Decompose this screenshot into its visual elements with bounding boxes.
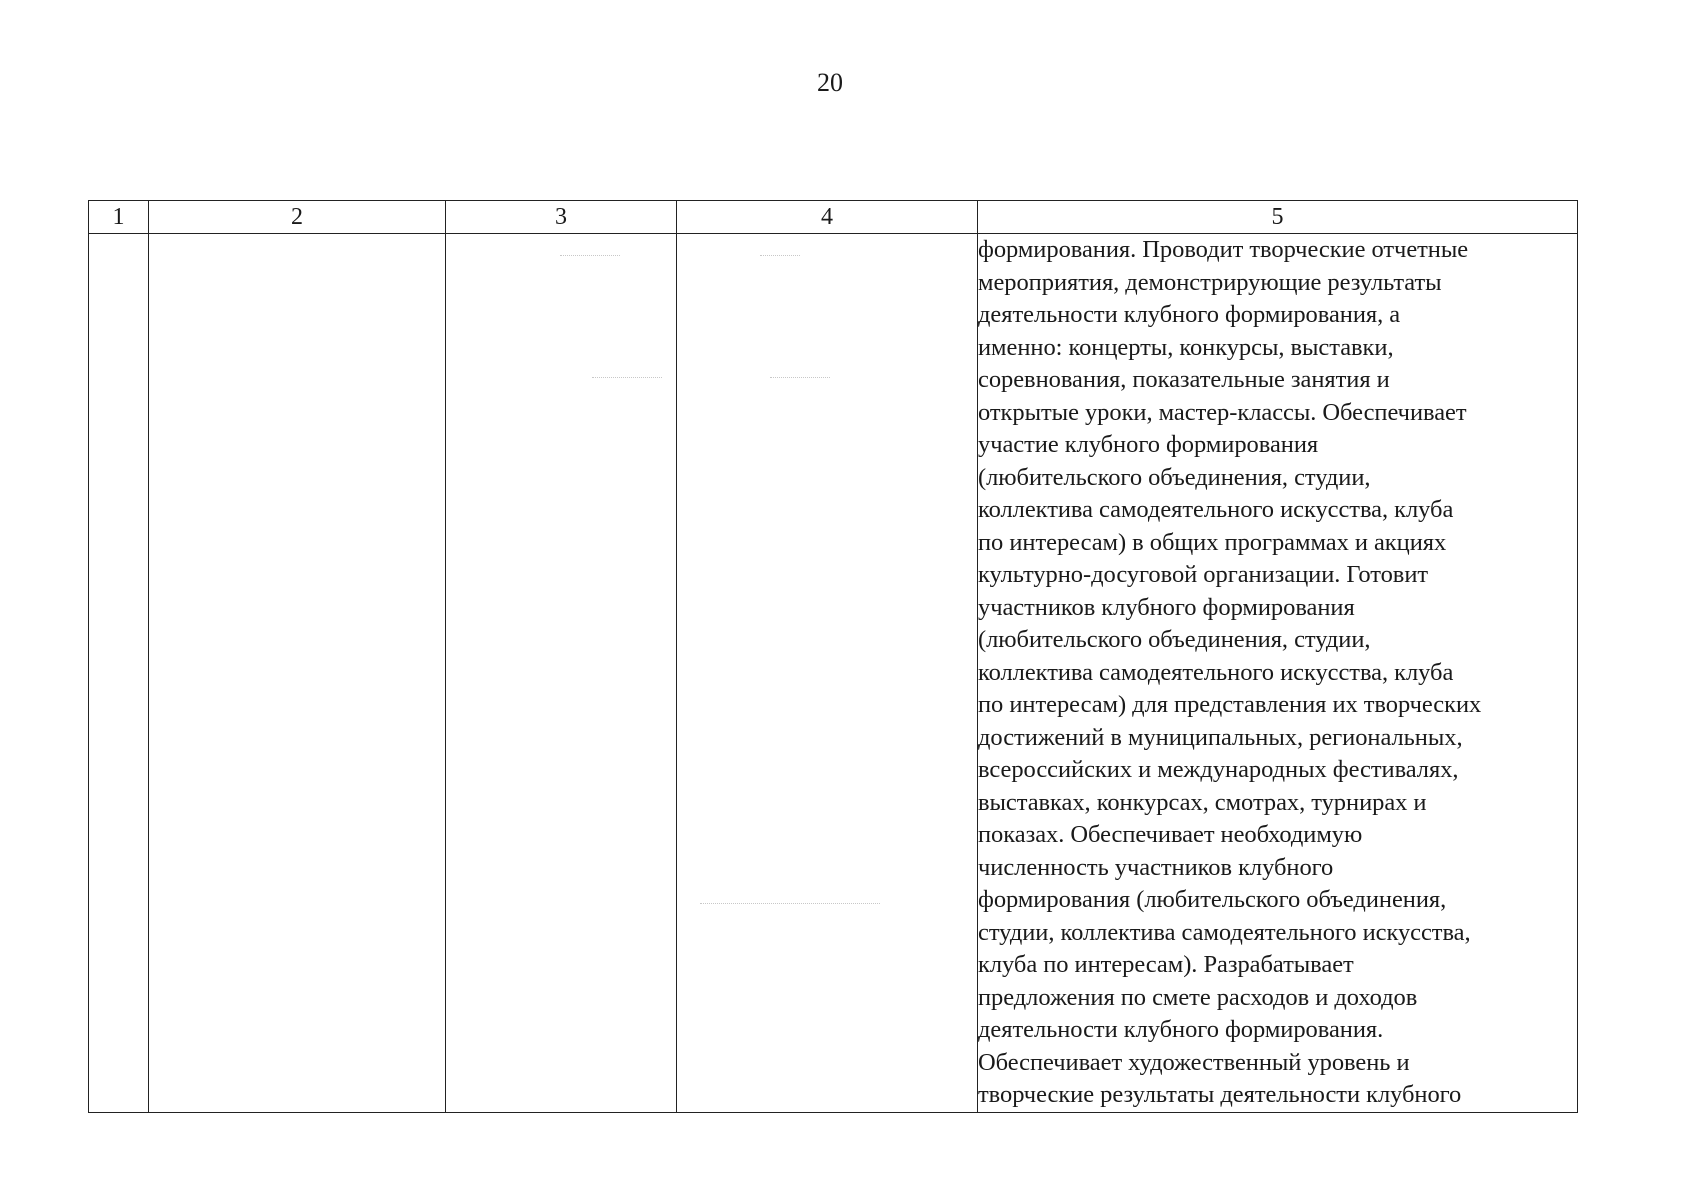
text-line: деятельности клубного формирования, а bbox=[978, 301, 1401, 328]
table-header-row bbox=[89, 201, 1578, 234]
cell-column-1 bbox=[89, 234, 149, 1113]
cell-text-block bbox=[978, 234, 1577, 1112]
cell-column-5 bbox=[978, 234, 1578, 1113]
text-line: выставках, конкурсах, смотрах, турнирах и bbox=[978, 788, 1427, 816]
text-line: участников клубного формирования bbox=[978, 593, 1355, 621]
text-line: коллектива самодеятельного искусства, клуба bbox=[978, 496, 1454, 523]
text-line: предложения по смете расходов и доходов bbox=[978, 983, 1418, 1011]
cell-column-2 bbox=[149, 234, 446, 1113]
column-header-1: 1 bbox=[89, 201, 149, 234]
cell-column-3 bbox=[446, 234, 677, 1113]
text-line: открытые уроки, мастер-классы. Обеспечивает bbox=[978, 398, 1467, 426]
document-table bbox=[88, 200, 1578, 1113]
text-line: именно: концерты, конкурсы, выставки, bbox=[978, 333, 1394, 361]
text-line: формирования (любительского объединения, bbox=[978, 886, 1447, 913]
text-line: соревнования, показательные занятия и bbox=[978, 366, 1390, 393]
table-row bbox=[89, 234, 1578, 1113]
column-header-3: 3 bbox=[446, 201, 677, 234]
text-line: творческие результаты деятельности клубного bbox=[978, 1081, 1462, 1108]
text-line: (любительского объединения, студии, bbox=[978, 626, 1371, 653]
column-header-2: 2 bbox=[149, 201, 446, 234]
text-line: по интересам) для представления их творческих bbox=[978, 691, 1482, 718]
text-line: численность участников клубного bbox=[978, 853, 1334, 881]
text-line: (любительского объединения, студии, bbox=[978, 463, 1371, 491]
scan-artifact bbox=[560, 255, 620, 256]
text-line: формирования. Проводит творческие отчетные bbox=[978, 236, 1469, 263]
scan-artifact bbox=[700, 903, 880, 904]
text-line: студии, коллектива самодеятельного искусства, bbox=[978, 918, 1471, 946]
scan-artifact bbox=[770, 377, 830, 378]
scan-artifact bbox=[592, 377, 662, 378]
page-number: 20 bbox=[817, 68, 843, 97]
text-line: участие клубного формирования bbox=[978, 431, 1319, 458]
column-header-4: 4 bbox=[677, 201, 978, 234]
text-line: клуба по интересам). Разрабатывает bbox=[978, 951, 1354, 978]
text-line: показах. Обеспечивает необходимую bbox=[978, 821, 1363, 848]
scan-artifact bbox=[760, 255, 800, 256]
cell-column-4 bbox=[677, 234, 978, 1113]
text-line: мероприятия, демонстрирующие результаты bbox=[978, 268, 1442, 296]
text-line: культурно-досуговой организации. Готовит bbox=[978, 561, 1429, 588]
text-line: достижений в муниципальных, региональных, bbox=[978, 723, 1463, 751]
column-header-5: 5 bbox=[978, 201, 1578, 234]
text-line: по интересам) в общих программах и акциях bbox=[978, 528, 1447, 556]
text-line: деятельности клубного формирования. bbox=[978, 1016, 1384, 1043]
text-line: Обеспечивает художественный уровень и bbox=[978, 1048, 1410, 1076]
text-line: коллектива самодеятельного искусства, клуба bbox=[978, 658, 1454, 686]
text-line: всероссийских и международных фестивалях, bbox=[978, 756, 1459, 783]
